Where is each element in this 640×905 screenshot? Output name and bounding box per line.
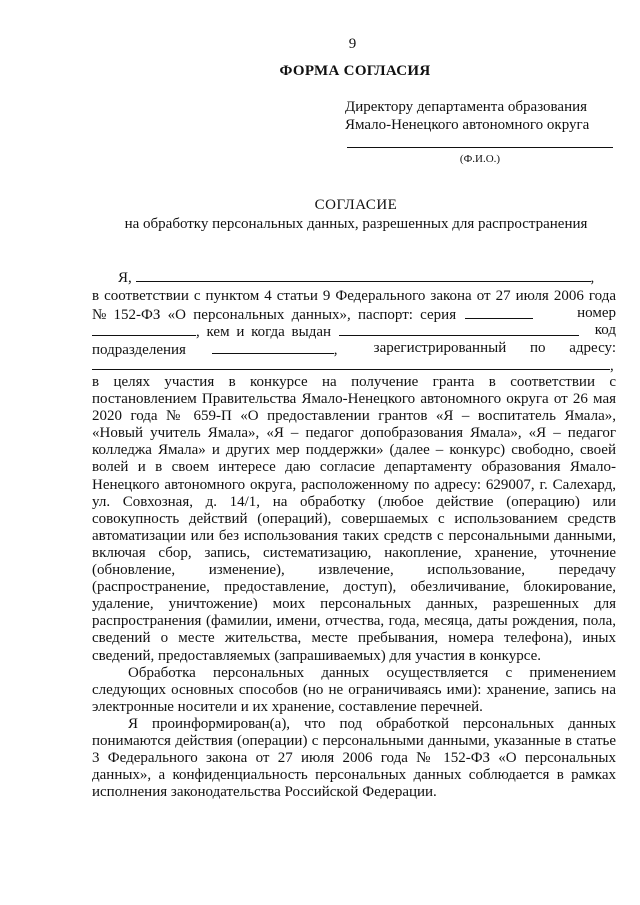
consent-subtitle: на обработку персональных данных, разрешенных для распространения [124, 216, 588, 232]
passport-series-label: № 152-ФЗ «О персональных данных», паспорт: серия [92, 307, 457, 323]
addressee-line-2: Ямало-Ненецкого автономного округа [345, 117, 590, 133]
passport-series-field[interactable] [465, 305, 533, 319]
passport-number-label: номер [577, 305, 616, 321]
subdivision-code-field[interactable] [212, 340, 334, 354]
comma: , [333, 342, 338, 358]
addressee-line-1: Директору департамента образования [345, 99, 588, 115]
registered-address-label: зарегистрированный по адресу: [373, 340, 616, 356]
ya-label: Я, [118, 270, 132, 286]
registered-address-field[interactable] [92, 356, 610, 370]
form-title: ФОРМА СОГЛАСИЯ [279, 63, 431, 79]
processing-methods-paragraph: Обработка персональных данных осуществляется с применением следующих основных способов (но не ограничиваясь ими): хранение, запись на электронные носители и их хранение, составление перечней. [92, 664, 616, 715]
full-name-field[interactable] [136, 268, 591, 282]
name-line [118, 268, 616, 287]
page-number: 9 [348, 36, 357, 52]
fio-caption: (Ф.И.О.) [459, 153, 501, 165]
consent-body [92, 374, 616, 801]
subdivision-label: подразделения [92, 342, 186, 358]
issued-by-field[interactable] [339, 322, 579, 336]
consent-title: СОГЛАСИЕ [314, 197, 398, 213]
issued-by-label: , кем и когда выдан [196, 324, 332, 340]
passport-issued-line [92, 322, 616, 341]
comma: , [590, 270, 595, 286]
fio-field[interactable] [347, 147, 613, 148]
code-label: код [594, 322, 616, 338]
law-reference-line: в соответствии с пунктом 4 статьи 9 Федерального закона от 27 июля 2006 года [92, 288, 616, 304]
comma: , [610, 358, 614, 374]
address-line [92, 356, 616, 375]
informed-paragraph: Я проинформирован(а), что под обработкой персональных данных понимаются действия (операции) с персональными данными, указанные в статье 3 Федерального закона от 27 июля 2006 года № 152-ФЗ «О персональных данных», а конфиденциальность персональных данных соблюдается в рамках исполнения законодательства Российской Федерации. [92, 715, 616, 801]
purpose-paragraph: в целях участия в конкурсе на получение гранта в соответствии с постановлением Правительства Ямало-Ненецкого автономного округа от 26 мая 2020 года № 659-П «О предоставлении грантов «Я – воспитатель Ямала», «Новый учитель Ямала», «Я – педагог допобразования Ямала», «Я – педагог колледжа Ямала» и других мер поддержки» (далее – конкурс) свободно, своей волей и в своем интересе даю согласие департаменту образования Ямало-Ненецкого автономного округа, расположенному по адресу: 629007, г. Салехард, ул. Совхозная, д. 14/1, на обработку (любое действие (операцию) или совокупность действий (операций), совершаемых с использованием средств автоматизации или без использования таких средств с персональными данными, включая сбор, запись, систематизацию, накопление, хранение, уточнение (обновление, изменение), извлечение, использование, передачу (распространение, предоставление, доступ), обезличивание, блокирование, удаление, уничтожение) моих персональных данных, разрешенных для распространения (фамилии, имени, отчества, года, месяца, даты рождения, пола, сведений о месте жительства, месте пребывания, номера телефона), иных сведений, предоставляемых (запрашиваемых) для участия в конкурсе. [92, 374, 616, 664]
passport-number-field[interactable] [92, 322, 196, 336]
